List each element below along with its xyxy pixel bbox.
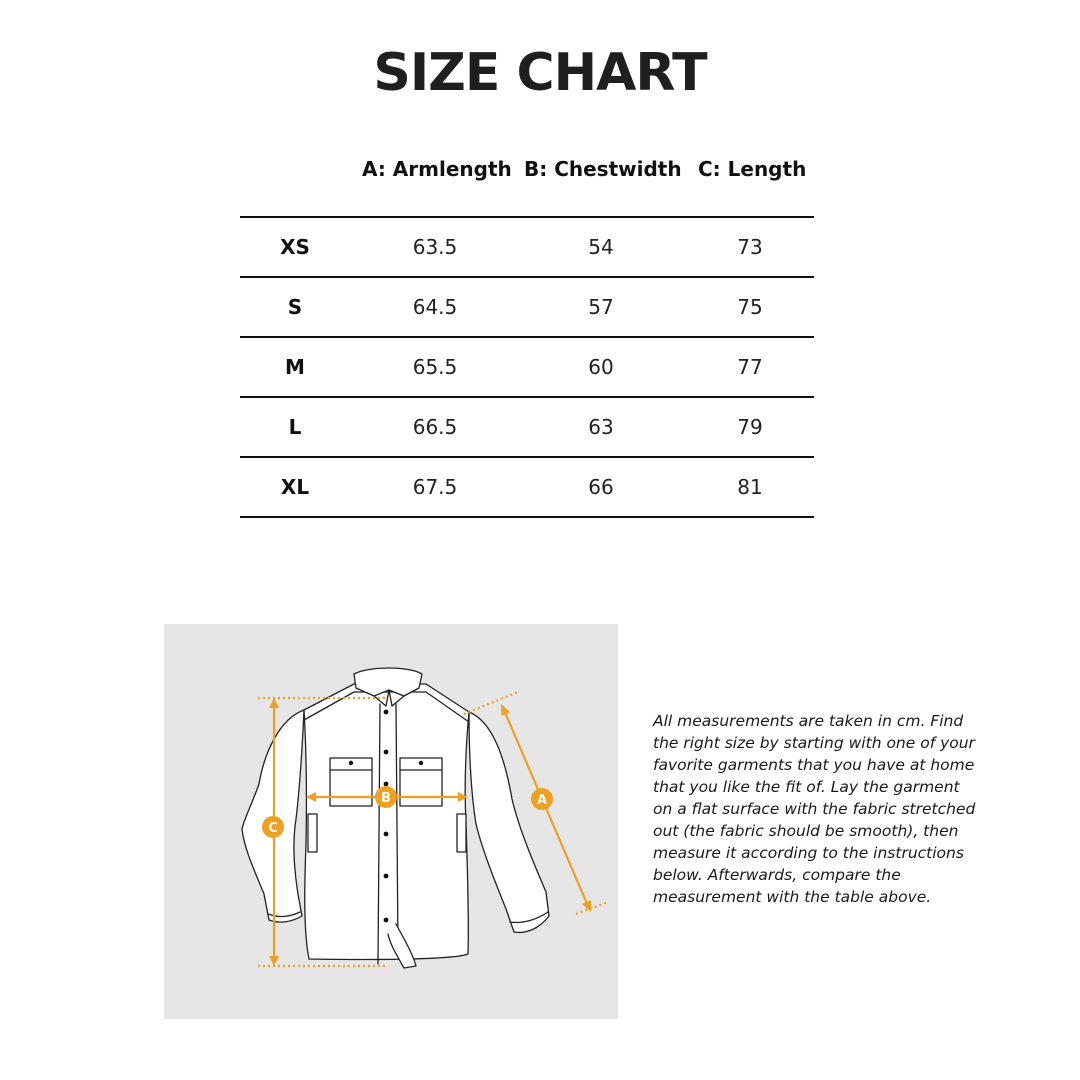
marker-a-label: A bbox=[536, 793, 548, 808]
size-label: L bbox=[288, 415, 302, 439]
marker-a bbox=[531, 788, 553, 810]
armlength-value: 65.5 bbox=[412, 355, 458, 379]
table-row bbox=[240, 398, 814, 458]
armlength-value: 64.5 bbox=[412, 295, 458, 319]
size-label: XS bbox=[280, 235, 310, 259]
size-label: S bbox=[287, 295, 303, 319]
armlength-value: 67.5 bbox=[412, 475, 458, 499]
chestwidth-value: 63 bbox=[588, 415, 614, 439]
length-value: 81 bbox=[737, 475, 763, 499]
length-value: 77 bbox=[737, 355, 763, 379]
length-value: 79 bbox=[737, 415, 763, 439]
armlength-value: 63.5 bbox=[412, 235, 458, 259]
marker-c bbox=[262, 816, 284, 838]
chestwidth-value: 54 bbox=[588, 235, 614, 259]
shirt-illustration bbox=[164, 624, 618, 1019]
shirt-measurement-diagram bbox=[164, 624, 618, 1019]
table-row bbox=[240, 458, 814, 518]
size-table bbox=[240, 216, 814, 518]
chestwidth-value: 60 bbox=[588, 355, 614, 379]
marker-b-label: B bbox=[381, 791, 391, 806]
table-row bbox=[240, 278, 814, 338]
marker-c-label: C bbox=[268, 821, 278, 836]
chestwidth-value: 57 bbox=[588, 295, 614, 319]
marker-b bbox=[375, 786, 397, 808]
armlength-value: 66.5 bbox=[412, 415, 458, 439]
page-title: SIZE CHART bbox=[373, 43, 707, 103]
measurement-instructions: All measurements are taken in cm. Find the right size by starting with one of your favorite garments that you have at home that you like the fit of. Lay the garment on a flat surface with the fabric stretched out (the fabric should be smooth), then measure it according to the instructions below. Afterwards, compare the measurement with the table above. bbox=[653, 712, 976, 906]
size-label: XL bbox=[280, 475, 310, 499]
table-row bbox=[240, 338, 814, 398]
length-value: 75 bbox=[737, 295, 763, 319]
chestwidth-value: 66 bbox=[588, 475, 614, 499]
column-header-armlength: A: Armlength bbox=[362, 157, 512, 181]
column-header-length: C: Length bbox=[698, 157, 807, 181]
column-header-chestwidth: B: Chestwidth bbox=[524, 157, 682, 181]
size-label: M bbox=[285, 355, 305, 379]
length-value: 73 bbox=[737, 235, 763, 259]
table-row bbox=[240, 218, 814, 278]
